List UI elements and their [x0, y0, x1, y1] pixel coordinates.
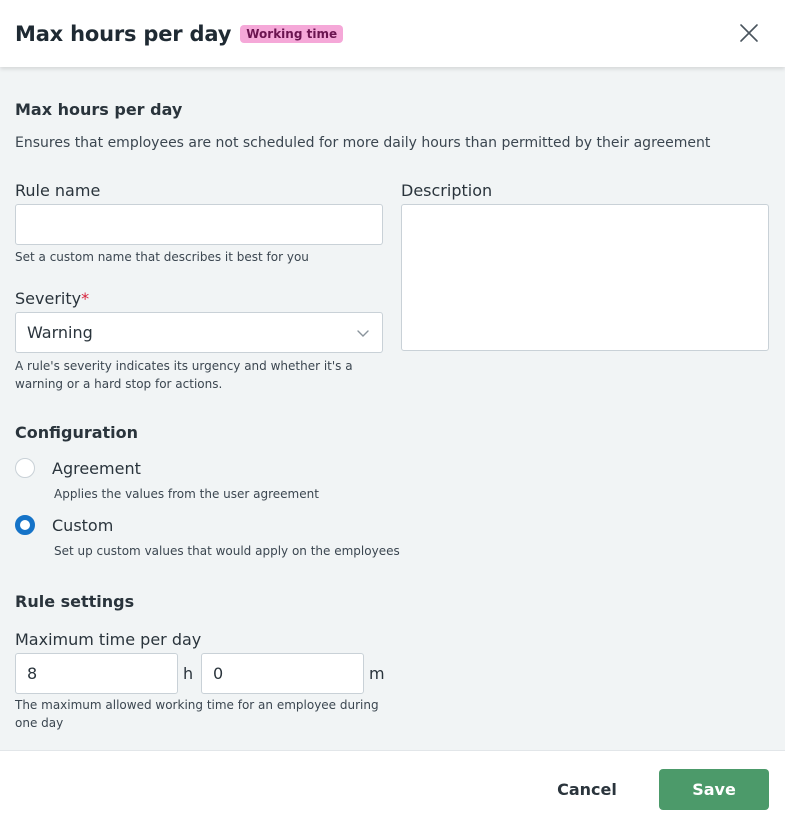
- radio-custom-label: Custom: [52, 516, 114, 535]
- rule-name-input[interactable]: [15, 204, 383, 245]
- modal-body: [0, 67, 785, 750]
- radio-agreement-label: Agreement: [52, 459, 141, 478]
- modal-title: Max hours per day: [15, 21, 232, 46]
- minutes-input[interactable]: [201, 653, 364, 694]
- agreement-help: Applies the values from the user agreement: [54, 487, 319, 501]
- minutes-unit: m: [369, 664, 385, 683]
- max-time-label: Maximum time per day: [15, 630, 202, 649]
- configuration-title: Configuration: [15, 423, 139, 442]
- modal-footer: [0, 750, 785, 825]
- hours-unit: h: [183, 664, 194, 683]
- rule-description: Ensures that employees are not scheduled for more daily hours than permitted by their agreement: [15, 135, 711, 151]
- custom-help: Set up custom values that would apply on the employees: [54, 544, 400, 558]
- severity-label-text: Severity: [15, 289, 82, 308]
- radio-custom-circle[interactable]: [15, 515, 35, 535]
- required-marker: *: [81, 289, 90, 308]
- cancel-button[interactable]: Cancel: [540, 769, 634, 810]
- rule-name-help: Set a custom name that describes it best for you: [15, 250, 309, 264]
- rule-name-label: Rule name: [15, 181, 101, 200]
- description-textarea[interactable]: [401, 204, 769, 351]
- severity-select[interactable]: [15, 312, 383, 353]
- radio-agreement-circle[interactable]: [15, 458, 35, 478]
- close-icon[interactable]: [738, 22, 760, 44]
- severity-help: A rule's severity indicates its urgency and whether it's a warning or a hard stop for actions.: [15, 359, 353, 391]
- chevron-down-icon: [356, 326, 370, 340]
- rule-title: Max hours per day: [15, 100, 183, 119]
- max-time-help: The maximum allowed working time for an employee during one day: [15, 698, 379, 730]
- severity-label: [15, 289, 89, 308]
- save-button[interactable]: Save: [659, 769, 769, 810]
- category-badge: Working time: [240, 25, 343, 43]
- radio-agreement[interactable]: [15, 458, 141, 478]
- description-label: Description: [401, 181, 493, 200]
- modal-header: [0, 0, 785, 67]
- radio-custom[interactable]: [15, 515, 114, 535]
- rule-settings-title: Rule settings: [15, 592, 135, 611]
- severity-selected-value: Warning: [27, 323, 93, 342]
- hours-input[interactable]: [15, 653, 178, 694]
